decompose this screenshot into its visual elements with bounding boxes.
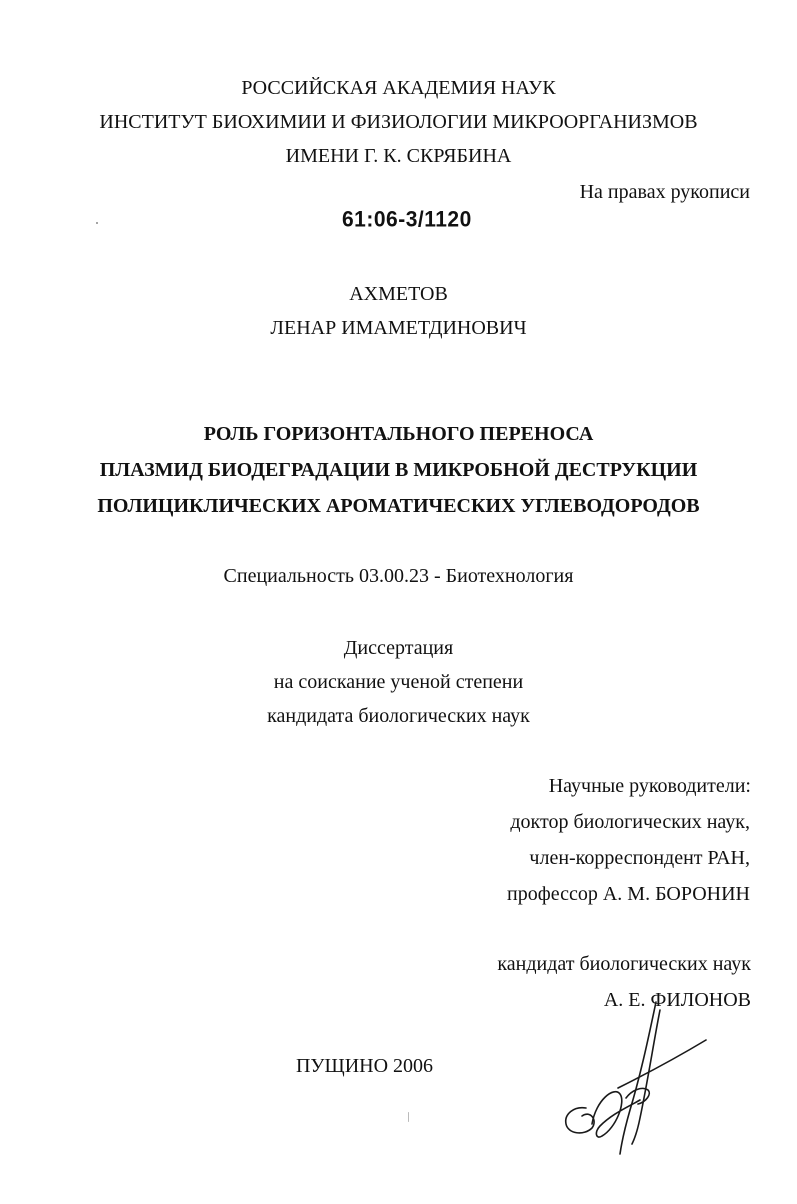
academy-name: РОССИЙСКАЯ АКАДЕМИЯ НАУК	[241, 77, 556, 99]
place-and-year: ПУЩИНО 2006	[295, 1055, 434, 1077]
dissertation-label: Диссертация	[343, 637, 454, 659]
dissertation-field-line: кандидата биологических наук	[267, 705, 530, 727]
supervisor-1-degree: доктор биологических наук,	[510, 811, 750, 833]
scan-speck	[96, 222, 98, 224]
title-line-1: РОЛЬ ГОРИЗОНТАЛЬНОГО ПЕРЕНОСА	[203, 423, 594, 445]
manuscript-rights-note: На правах рукописи	[579, 181, 750, 203]
supervisor-2-degree: кандидат биологических наук	[497, 953, 751, 975]
specialty: Специальность 03.00.23 - Биотехнология	[223, 565, 574, 587]
title-line-3: ПОЛИЦИКЛИЧЕСКИХ АРОМАТИЧЕСКИХ УГЛЕВОДОРОДОВ	[97, 495, 700, 517]
dissertation-degree-line: на соискание ученой степени	[273, 671, 524, 693]
supervisor-1-name: профессор А. М. БОРОНИН	[507, 883, 750, 905]
scan-speck	[408, 1112, 409, 1122]
handwritten-signature	[556, 990, 716, 1160]
supervisor-1-position: член-корреспондент РАН,	[529, 847, 750, 869]
supervisors-heading: Научные руководители:	[548, 775, 751, 797]
institute-name: ИНСТИТУТ БИОХИМИИ И ФИЗИОЛОГИИ МИКРООРГАНИЗМОВ	[99, 111, 698, 133]
registration-stamp: 61:06-3/1120	[342, 207, 472, 232]
author-surname: АХМЕТОВ	[349, 283, 448, 305]
supervisor-2-name: А. Е. ФИЛОНОВ	[603, 989, 751, 1011]
title-line-2: ПЛАЗМИД БИОДЕГРАДАЦИИ В МИКРОБНОЙ ДЕСТРУКЦИИ	[99, 459, 698, 481]
institute-named-after: ИМЕНИ Г. К. СКРЯБИНА	[285, 145, 512, 167]
author-name: ЛЕНАР ИМАМЕТДИНОВИЧ	[270, 317, 527, 339]
